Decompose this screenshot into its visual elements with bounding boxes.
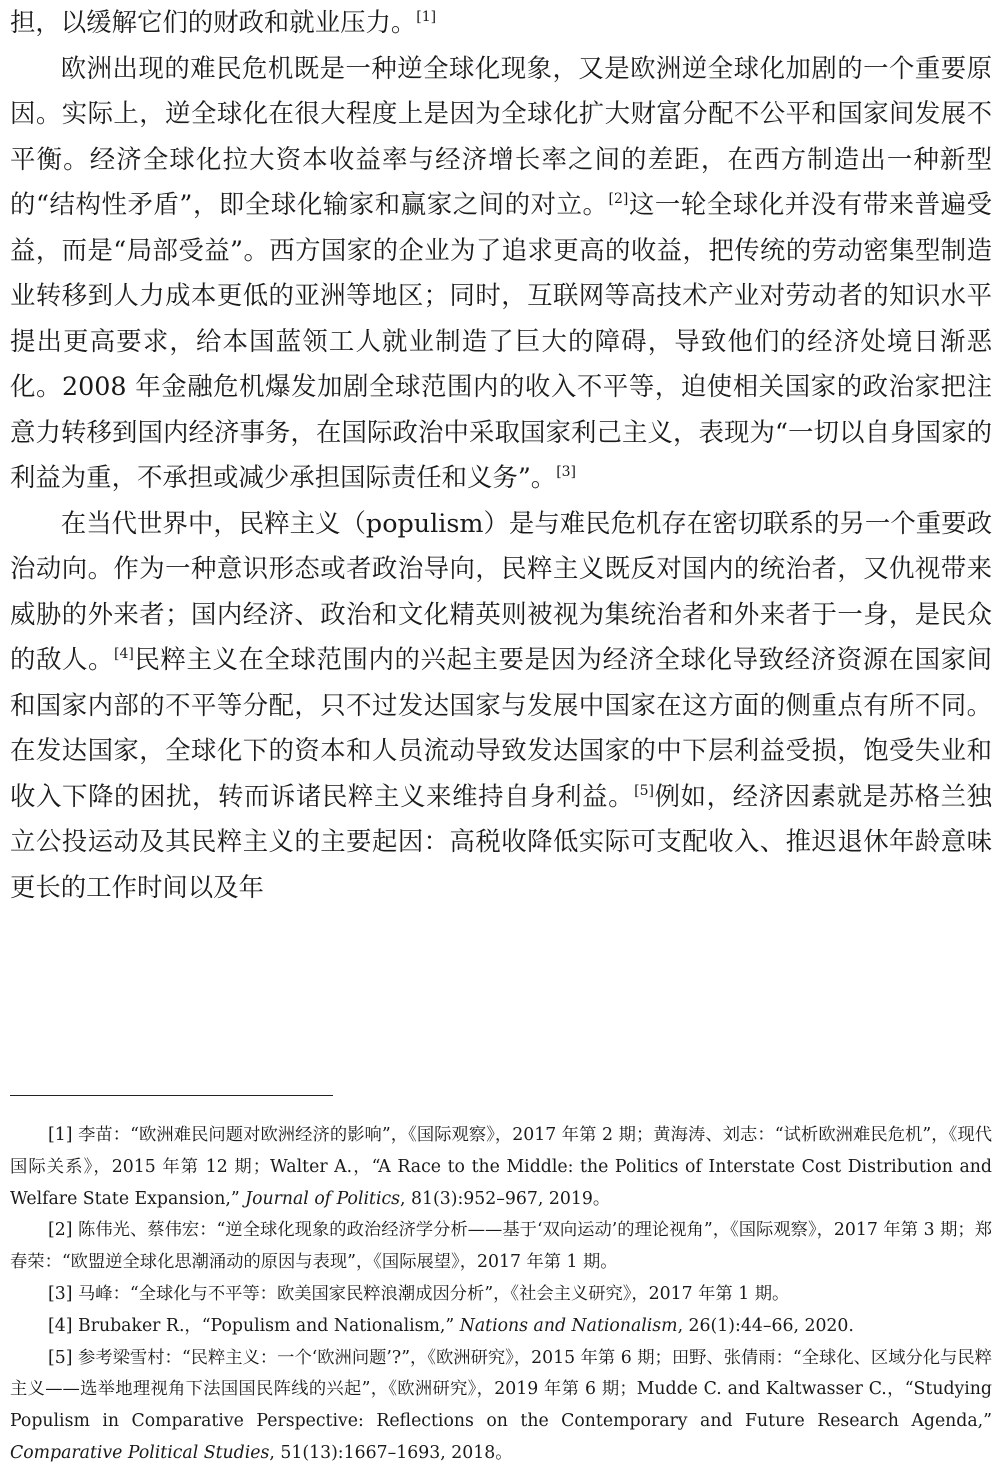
paragraph-2 (10, 46, 992, 501)
footnote-1 (10, 1120, 992, 1215)
footnote-4-journal: Nations and Nationalism (459, 1315, 678, 1336)
footnote-ref-3[interactable]: [3] (556, 464, 577, 480)
footnote-2-text: [2] 陈伟光、蔡伟宏：“逆全球化现象的政治经济学分析——基于‘双向运动’的理论视角”，《国际观察》，2017 年第 3 期；郑春荣：“欧盟逆全球化思潮涌动的原因与表现”，《国际展望》，2017 年第 1 期。 (10, 1220, 992, 1273)
footnote-5-journal: Comparative Political Studies (10, 1442, 270, 1463)
footnote-ref-4[interactable]: [4] (114, 646, 134, 662)
footnote-divider (10, 1095, 333, 1096)
paragraph-1-text: 担，以缓解它们的财政和就业压力。 (10, 7, 417, 37)
footnote-ref-2[interactable]: [2] (608, 191, 629, 207)
page-content (10, 0, 992, 910)
footnote-4 (10, 1311, 992, 1343)
footnote-1-text-b: , 81(3):952–967, 2019。 (400, 1188, 611, 1209)
footnotes (10, 1120, 992, 1470)
footnote-4-text-a: [4] Brubaker R.，“Populism and Nationalism,” (48, 1315, 455, 1336)
footnote-ref-1[interactable]: [1] (416, 9, 437, 25)
paragraph-1 (10, 0, 992, 46)
paragraph-3-text-c: 例如，经济因素就是苏格兰独立公投运动及其民粹主义的主要起因：高税收降低实际可支配收入、推迟退休年龄意味更长的工作时间以及年 (10, 780, 993, 902)
footnote-2 (10, 1215, 992, 1279)
paragraph-3 (10, 501, 992, 911)
footnote-3-text: [3] 马峰：“全球化与不平等：欧美国家民粹浪潮成因分析”，《社会主义研究》，2017 年第 1 期。 (48, 1283, 790, 1304)
footnote-5 (10, 1343, 992, 1470)
footnote-ref-5[interactable]: [5] (634, 782, 654, 799)
footnote-4-text-b: , 26(1):44–66, 2020. (677, 1315, 854, 1336)
footnote-5-text-a: [5] 参考梁雪村：“民粹主义：一个‘欧洲问题’?”，《欧洲研究》，2015 年第 6 期；田野、张倩雨：“全球化、区域分化与民粹主义——选举地理视角下法国国民阵线的兴起”，《欧洲研究》，2019 年第 6 期；Mudde C. and Kaltwasser C.，“Studying Populism in Comparative Perspective: Reflections on the Contemporary and Future Research Agenda,” (10, 1347, 992, 1432)
paragraph-2-text-b: 这一轮全球化并没有带来普遍受益，而是“局部受益”。西方国家的企业为了追求更高的收益，把传统的劳动密集型制造业转移到人力成本更低的亚洲等地区；同时，互联网等高技术产业对劳动者的知识水平提出更高要求，给本国蓝领工人就业制造了巨大的障碍，导致他们的经济处境日渐恶化。2008 年金融危机爆发加剧全球范围内的收入不平等，迫使相关国家的政治家把注意力转移到国内经济事务，在国际政治中采取国家利己主义，表现为“一切以自身国家的利益为重，不承担或减少承担国际责任和义务”。 (10, 189, 992, 492)
footnote-3 (10, 1279, 992, 1311)
paragraph-2-text-a: 欧洲出现的难民危机既是一种逆全球化现象，又是欧洲逆全球化加剧的一个重要原因。实际上，逆全球化在很大程度上是因为全球化扩大财富分配不公平和国家间发展不平衡。经济全球化拉大资本收益率与经济增长率之间的差距，在西方制造出一种新型的“结构性矛盾”，即全球化输家和赢家之间的对立。 (10, 52, 992, 219)
footnote-1-journal: Journal of Politics (245, 1188, 401, 1209)
footnote-1-text-a: [1] 李苗：“欧洲难民问题对欧洲经济的影响”，《国际观察》，2017 年第 2 期；黄海涛、刘志：“试析欧洲难民危机”，《现代国际关系》，2015 年第 12 期；Walter A.，“A Race to the Middle: the Politics of Interstate Cost Distribution and Welfare State Expansion,” (10, 1125, 992, 1209)
paragraph-3-text-b: 民粹主义在全球范围内的兴起主要是因为经济全球化导致经济资源在国家间和国家内部的不平等分配，只不过发达国家与发展中国家在这方面的侧重点有所不同。在发达国家，全球化下的资本和人员流动导致发达国家的中下层利益受损，饱受失业和收入下降的困扰，转而诉诸民粹主义来维持自身利益。 (10, 644, 993, 811)
footnote-5-text-b: , 51(13):1667–1693, 2018。 (269, 1442, 513, 1463)
body-text (10, 0, 992, 910)
paragraph-3-text-a: 在当代世界中，民粹主义（populism）是与难民危机存在密切联系的另一个重要政治动向。作为一种意识形态或者政治导向，民粹主义既反对国内的统治者，又仇视带来威胁的外来者；国内经济、政治和文化精英则被视为集统治者和外来者于一身，是民众的敌人。 (10, 507, 992, 674)
